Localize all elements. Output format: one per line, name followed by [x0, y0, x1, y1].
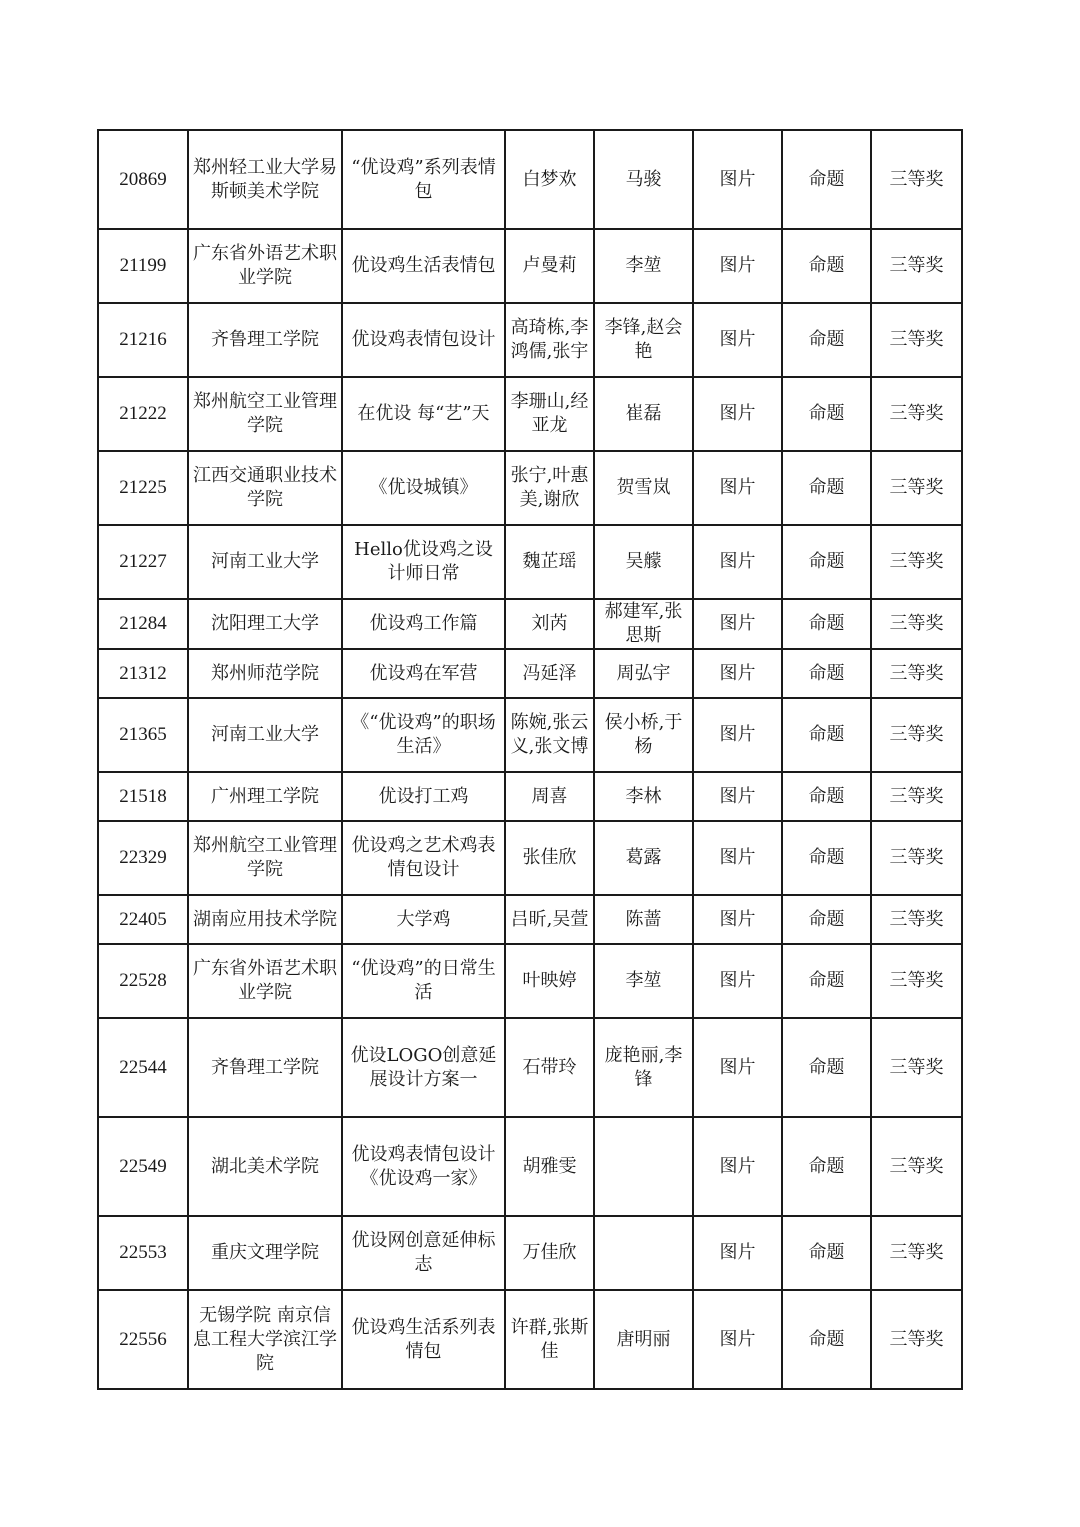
category-cell: 图片 — [693, 698, 782, 772]
entry-id-cell: 21518 — [98, 772, 188, 821]
advisors-cell: 陈蔷 — [594, 895, 693, 944]
entry-id-cell: 22329 — [98, 821, 188, 895]
entry-id-cell: 22528 — [98, 944, 188, 1018]
authors-cell: 石带玲 — [505, 1018, 594, 1117]
category-cell: 图片 — [693, 229, 782, 303]
work-title-cell: “优设鸡”的日常生活 — [342, 944, 505, 1018]
table-row — [98, 772, 962, 821]
advisors-cell: 李堃 — [594, 229, 693, 303]
award-cell: 三等奖 — [871, 944, 962, 1018]
table-row — [98, 1216, 962, 1290]
entry-type-cell: 命题 — [782, 599, 871, 649]
work-title-cell: 《优设城镇》 — [342, 451, 505, 525]
school-cell: 湖南应用技术学院 — [188, 895, 342, 944]
authors-cell: 胡雅雯 — [505, 1117, 594, 1216]
entry-id-cell: 22553 — [98, 1216, 188, 1290]
entry-id-cell: 22544 — [98, 1018, 188, 1117]
authors-cell: 张佳欣 — [505, 821, 594, 895]
award-cell: 三等奖 — [871, 229, 962, 303]
school-cell: 郑州航空工业管理学院 — [188, 821, 342, 895]
entry-id-cell: 20869 — [98, 130, 188, 229]
school-cell: 郑州轻工业大学易斯顿美术学院 — [188, 130, 342, 229]
entry-id-cell: 22556 — [98, 1290, 188, 1389]
authors-cell: 魏芷瑶 — [505, 525, 594, 599]
entry-id-cell: 21365 — [98, 698, 188, 772]
entry-type-cell: 命题 — [782, 895, 871, 944]
category-cell: 图片 — [693, 1117, 782, 1216]
entry-type-cell: 命题 — [782, 1117, 871, 1216]
school-cell: 广州理工学院 — [188, 772, 342, 821]
category-cell: 图片 — [693, 1290, 782, 1389]
table-row — [98, 599, 962, 649]
table-row — [98, 229, 962, 303]
work-title-cell: 优设鸡生活系列表情包 — [342, 1290, 505, 1389]
table-body — [98, 130, 962, 1389]
category-cell: 图片 — [693, 1216, 782, 1290]
category-cell: 图片 — [693, 1018, 782, 1117]
table-row — [98, 821, 962, 895]
advisors-cell: 李锋,赵会艳 — [594, 303, 693, 377]
table-row — [98, 698, 962, 772]
work-title-cell: 优设打工鸡 — [342, 772, 505, 821]
table-row — [98, 1290, 962, 1389]
authors-cell: 白梦欢 — [505, 130, 594, 229]
entry-type-cell: 命题 — [782, 821, 871, 895]
entry-type-cell: 命题 — [782, 525, 871, 599]
work-title-cell: Hello优设鸡之设计师日常 — [342, 525, 505, 599]
entry-type-cell: 命题 — [782, 1290, 871, 1389]
authors-cell: 刘芮 — [505, 599, 594, 649]
school-cell: 河南工业大学 — [188, 698, 342, 772]
authors-cell: 冯延泽 — [505, 649, 594, 698]
advisors-cell: 崔磊 — [594, 377, 693, 451]
advisors-cell: 贺雪岚 — [594, 451, 693, 525]
advisors-cell: 葛露 — [594, 821, 693, 895]
school-cell: 沈阳理工大学 — [188, 599, 342, 649]
work-title-cell: 优设网创意延伸标志 — [342, 1216, 505, 1290]
award-cell: 三等奖 — [871, 649, 962, 698]
award-cell: 三等奖 — [871, 698, 962, 772]
authors-cell: 吕昕,吴萱 — [505, 895, 594, 944]
advisors-cell: 李堃 — [594, 944, 693, 1018]
award-results-table — [97, 129, 963, 1390]
entry-id-cell: 21227 — [98, 525, 188, 599]
entry-type-cell: 命题 — [782, 229, 871, 303]
authors-cell: 周喜 — [505, 772, 594, 821]
entry-type-cell: 命题 — [782, 1216, 871, 1290]
award-cell: 三等奖 — [871, 303, 962, 377]
work-title-cell: 优设LOGO创意延展设计方案一 — [342, 1018, 505, 1117]
award-cell: 三等奖 — [871, 1117, 962, 1216]
work-title-cell: 优设鸡在军营 — [342, 649, 505, 698]
entry-type-cell: 命题 — [782, 772, 871, 821]
authors-cell: 卢曼莉 — [505, 229, 594, 303]
work-title-cell: 在优设 每“艺”天 — [342, 377, 505, 451]
award-cell: 三等奖 — [871, 1290, 962, 1389]
advisors-cell: 马骏 — [594, 130, 693, 229]
category-cell: 图片 — [693, 772, 782, 821]
work-title-cell: 《“优设鸡”的职场生活》 — [342, 698, 505, 772]
entry-type-cell: 命题 — [782, 698, 871, 772]
school-cell: 重庆文理学院 — [188, 1216, 342, 1290]
advisors-cell: 郝建军,张思斯 — [594, 599, 693, 649]
work-title-cell: 优设鸡表情包设计《优设鸡一家》 — [342, 1117, 505, 1216]
entry-type-cell: 命题 — [782, 1018, 871, 1117]
authors-cell: 高琦栋,李鸿儒,张宇 — [505, 303, 594, 377]
table-row — [98, 649, 962, 698]
school-cell: 齐鲁理工学院 — [188, 1018, 342, 1117]
award-cell: 三等奖 — [871, 451, 962, 525]
school-cell: 无锡学院 南京信息工程大学滨江学院 — [188, 1290, 342, 1389]
work-title-cell: 优设鸡生活表情包 — [342, 229, 505, 303]
category-cell: 图片 — [693, 451, 782, 525]
advisors-cell: 吴艨 — [594, 525, 693, 599]
category-cell: 图片 — [693, 599, 782, 649]
entry-type-cell: 命题 — [782, 944, 871, 1018]
authors-cell: 许群,张斯佳 — [505, 1290, 594, 1389]
advisors-cell: 庞艳丽,李锋 — [594, 1018, 693, 1117]
entry-type-cell: 命题 — [782, 130, 871, 229]
school-cell: 广东省外语艺术职业学院 — [188, 944, 342, 1018]
school-cell: 河南工业大学 — [188, 525, 342, 599]
category-cell: 图片 — [693, 821, 782, 895]
table-row — [98, 1018, 962, 1117]
authors-cell: 叶映婷 — [505, 944, 594, 1018]
table-row — [98, 451, 962, 525]
table-row — [98, 377, 962, 451]
work-title-cell: 大学鸡 — [342, 895, 505, 944]
entry-id-cell: 21284 — [98, 599, 188, 649]
entry-id-cell: 21312 — [98, 649, 188, 698]
award-cell: 三等奖 — [871, 895, 962, 944]
work-title-cell: 优设鸡表情包设计 — [342, 303, 505, 377]
school-cell: 广东省外语艺术职业学院 — [188, 229, 342, 303]
entry-id-cell: 21216 — [98, 303, 188, 377]
table-row — [98, 1117, 962, 1216]
entry-id-cell: 21222 — [98, 377, 188, 451]
category-cell: 图片 — [693, 944, 782, 1018]
award-cell: 三等奖 — [871, 377, 962, 451]
entry-type-cell: 命题 — [782, 303, 871, 377]
entry-id-cell: 21199 — [98, 229, 188, 303]
advisors-cell: 侯小桥,于杨 — [594, 698, 693, 772]
award-cell: 三等奖 — [871, 1018, 962, 1117]
category-cell: 图片 — [693, 303, 782, 377]
school-cell: 江西交通职业技术学院 — [188, 451, 342, 525]
school-cell: 郑州师范学院 — [188, 649, 342, 698]
category-cell: 图片 — [693, 377, 782, 451]
authors-cell: 张宁,叶惠美,谢欣 — [505, 451, 594, 525]
advisors-cell: 唐明丽 — [594, 1290, 693, 1389]
advisors-cell: 周弘宇 — [594, 649, 693, 698]
entry-id-cell: 21225 — [98, 451, 188, 525]
school-cell: 郑州航空工业管理学院 — [188, 377, 342, 451]
work-title-cell: “优设鸡”系列表情包 — [342, 130, 505, 229]
authors-cell: 李珊山,经亚龙 — [505, 377, 594, 451]
award-cell: 三等奖 — [871, 821, 962, 895]
table-row — [98, 525, 962, 599]
table-row — [98, 944, 962, 1018]
table-row — [98, 130, 962, 229]
table-row — [98, 303, 962, 377]
authors-cell: 陈婉,张云义,张文博 — [505, 698, 594, 772]
award-cell: 三等奖 — [871, 525, 962, 599]
entry-id-cell: 22405 — [98, 895, 188, 944]
authors-cell: 万佳欣 — [505, 1216, 594, 1290]
advisors-cell: 李林 — [594, 772, 693, 821]
advisors-cell — [594, 1216, 693, 1290]
award-cell: 三等奖 — [871, 1216, 962, 1290]
entry-type-cell: 命题 — [782, 377, 871, 451]
category-cell: 图片 — [693, 895, 782, 944]
work-title-cell: 优设鸡之艺术鸡表情包设计 — [342, 821, 505, 895]
table-row — [98, 895, 962, 944]
award-cell: 三等奖 — [871, 599, 962, 649]
advisors-cell — [594, 1117, 693, 1216]
entry-id-cell: 22549 — [98, 1117, 188, 1216]
category-cell: 图片 — [693, 525, 782, 599]
school-cell: 湖北美术学院 — [188, 1117, 342, 1216]
entry-type-cell: 命题 — [782, 451, 871, 525]
category-cell: 图片 — [693, 649, 782, 698]
work-title-cell: 优设鸡工作篇 — [342, 599, 505, 649]
award-cell: 三等奖 — [871, 772, 962, 821]
entry-type-cell: 命题 — [782, 649, 871, 698]
category-cell: 图片 — [693, 130, 782, 229]
award-cell: 三等奖 — [871, 130, 962, 229]
school-cell: 齐鲁理工学院 — [188, 303, 342, 377]
